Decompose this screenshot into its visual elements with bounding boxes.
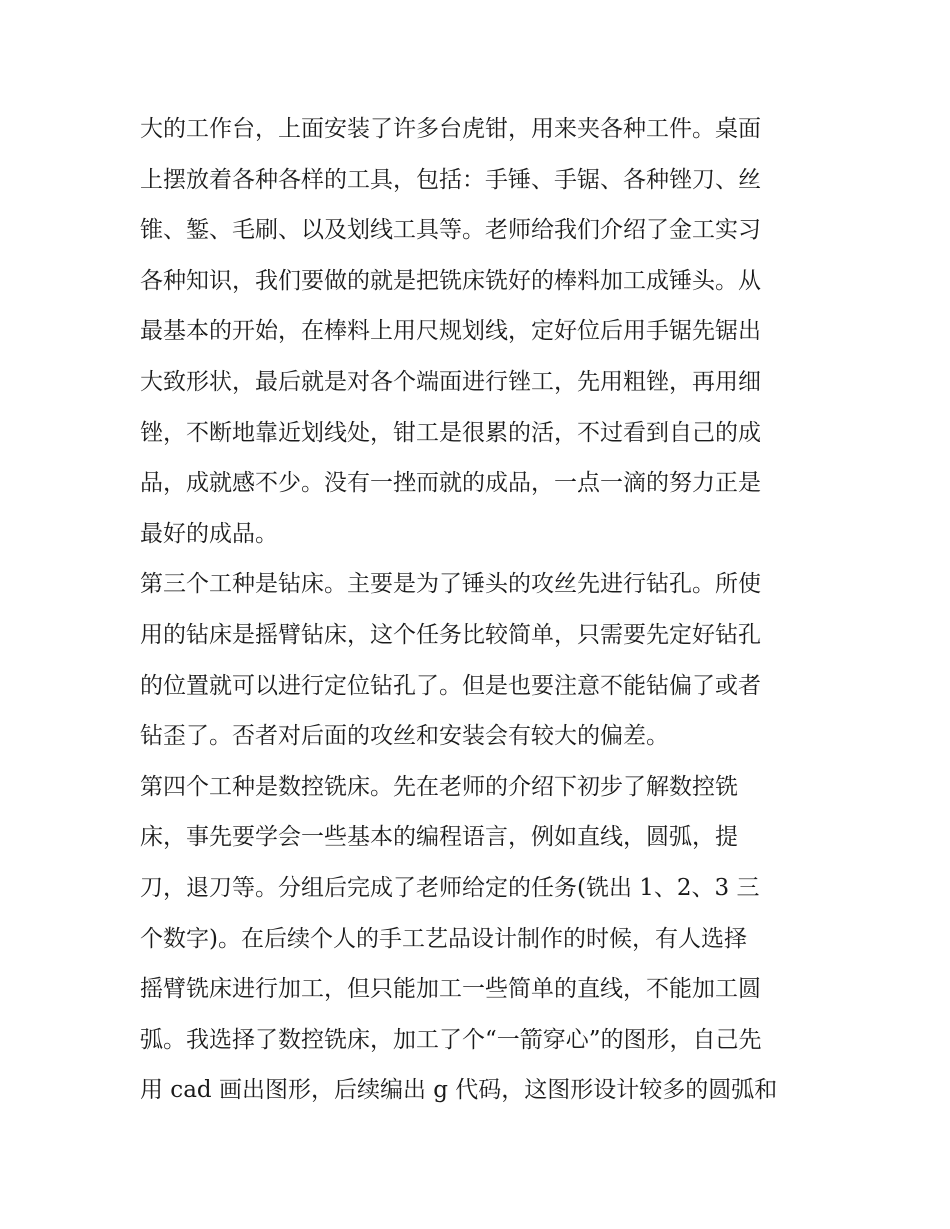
text-line: 的位置就可以进行定位钻孔了。但是也要注意不能钻偏了或者: [140, 672, 761, 699]
text-line: 用 cad 画出图形，后续编出 g 代码，这图形设计较多的圆弧和: [140, 1077, 778, 1104]
text-line: 个数字)。在后续个人的手工艺品设计制作的时候，有人选择: [140, 925, 747, 952]
text-line: 最基本的开始，在棒料上用尺规划线，定好位后用手锯先锯出: [140, 318, 761, 345]
text-line: 锥、錾、毛刷、以及划线工具等。老师给我们介绍了金工实习: [140, 217, 761, 244]
text-line: 弧。我选择了数控铣床，加工了个“一箭穿心”的图形，自己先: [140, 1026, 762, 1053]
text-line: 摇臂铣床进行加工，但只能加工一些简单的直线，不能加工圆: [140, 976, 761, 1003]
text-line: 上摆放着各种各样的工具，包括：手锤、手锯、各种锉刀、丝: [140, 166, 761, 193]
text-line: 大致形状，最后就是对各个端面进行锉工，先用粗锉，再用细: [140, 368, 761, 395]
text-line: 第四个工种是数控铣床。先在老师的介绍下初步了解数控铣: [140, 773, 738, 800]
text-line: 最好的成品。: [140, 520, 278, 547]
text-line: 钻歪了。否者对后面的攻丝和安装会有较大的偏差。: [140, 723, 669, 750]
text-line: 各种知识，我们要做的就是把铣床铣好的棒料加工成锤头。从: [140, 267, 761, 294]
text-line: 床，事先要学会一些基本的编程语言，例如直线，圆弧，提: [140, 824, 738, 851]
text-line: 第三个工种是钻床。主要是为了锤头的攻丝先进行钻孔。所使: [140, 571, 761, 598]
text-line: 锉，不断地靠近划线处，钳工是很累的活，不过看到自己的成: [140, 419, 761, 446]
text-line: 品，成就感不少。没有一挫而就的成品，一点一滴的努力正是: [140, 470, 761, 497]
text-line: 用的钻床是摇臂钻床，这个任务比较简单，只需要先定好钻孔: [140, 621, 761, 648]
text-line: 刀，退刀等。分组后完成了老师给定的任务(铣出 1、2、3 三: [140, 874, 760, 901]
text-line: 大的工作台，上面安装了许多台虎钳，用来夹各种工件。桌面: [140, 116, 761, 142]
body-text: [140, 104, 820, 1116]
